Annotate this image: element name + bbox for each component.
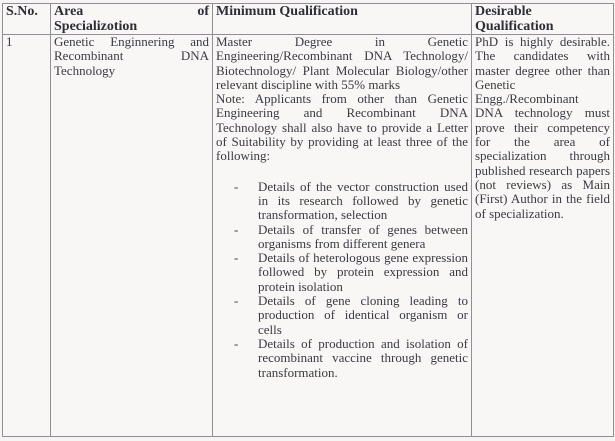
list-item: - Details of the vector construction used in its research followed by genetic transformation, selection — [234, 178, 468, 223]
suitability-list — [216, 180, 468, 380]
cell-desirable-qualification: PhD is highly desirable. The candidates with master degree other than Genetic Engg./Recombinant DNA technology must prove their competency for the area of specialization through published research papers (not reviews) as Main (First) Author in the field of specialization. — [472, 35, 614, 437]
header-area — [51, 4, 213, 35]
header-min-qualification: Minimum Qualification — [213, 4, 472, 35]
list-item: - Details of heterologous gene expression followed by protein expression and protein isolation — [234, 250, 468, 294]
header-desirable-line1: Desirable — [475, 4, 532, 19]
cell-sno: 1 — [3, 35, 51, 437]
list-item: - Details of gene cloning leading to production of identical organism or cells — [234, 293, 468, 337]
header-area-line2: Specializotion — [54, 19, 138, 34]
cell-min-qualification — [213, 35, 472, 437]
list-item: - Details of transfer of genes between organisms from different genera — [234, 221, 468, 251]
list-item: - Details of production and isolation of recombinant vaccine through genetic transformation. — [234, 335, 468, 380]
bullet-dash: - — [234, 293, 239, 309]
table-row — [3, 35, 614, 437]
qualification-table — [2, 3, 614, 437]
header-area-word1: Area — [54, 4, 84, 19]
bullet-dash: - — [234, 221, 239, 237]
bullet-dash: - — [234, 178, 239, 194]
bullet-dash: - — [234, 335, 239, 351]
header-desirable-qualification — [472, 4, 614, 35]
header-sno: S.No. — [3, 4, 51, 35]
header-area-word2: of — [197, 4, 209, 19]
header-desirable-line2: Qualification — [475, 19, 554, 34]
header-row — [3, 4, 614, 35]
min-qualification-text: Master Degree in Genetic Engineering/Recombinant DNA Technology/ Biotechnology/ Plant Molecular Biology/other relevant discipline with 55% marks — [216, 34, 468, 92]
note-text: Note: Applicants from other than Genetic Engineering and Recombinant DNA Technology shall also have to provide a Letter of Suitability by providing at least three of the following: — [216, 91, 468, 164]
bullet-dash: - — [234, 250, 239, 266]
cell-area: Genetic Enginnering and Recombinant DNA Technology — [51, 35, 213, 437]
